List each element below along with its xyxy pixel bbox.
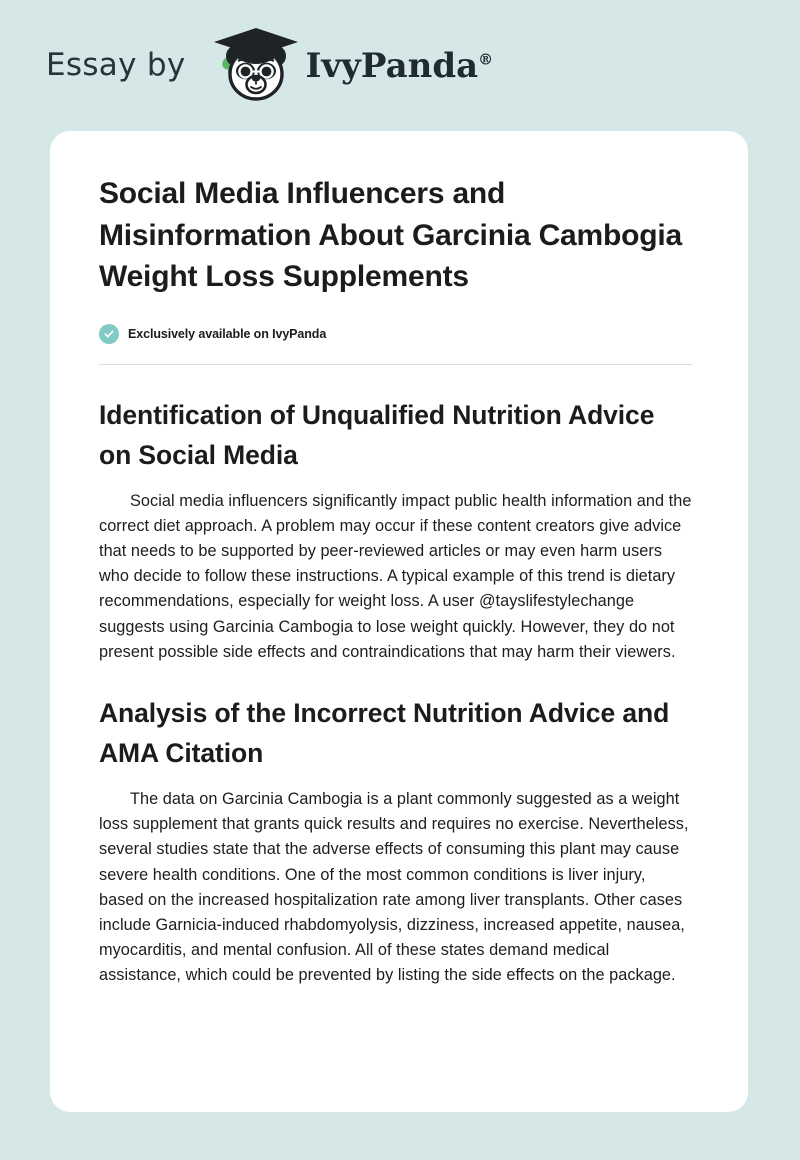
site-header (0, 0, 800, 131)
ivypanda-brand-lockup[interactable] (208, 26, 494, 106)
title-divider (99, 364, 692, 365)
exclusivity-badge-label: Exclusively available on IvyPanda (128, 326, 327, 341)
panda-graduate-logo-icon (208, 26, 304, 106)
page-title: Social Media Influencers and Misinformation About Garcinia Cambogia Weight Loss Supplements (99, 177, 682, 293)
exclusivity-badge (99, 324, 692, 344)
essay-card-content (74, 173, 720, 989)
essay-card (50, 131, 748, 1112)
essay-by-label: Essay by (46, 47, 186, 83)
section-paragraph-2: The data on Garcinia Cambogia is a plant commonly suggested as a weight loss supplement that grants quick results and requires no exercise. Nevertheless, several studies state that the adverse effects of consuming this plant may cause severe health conditions. One of the most common conditions is liver injury, based on the increased hospitalization rate among liver transplants. Other cases include Garnicia-induced rhabdomyolysis, dizziness, increased appetite, nausea, myocarditis, and mental confusion. All of these states demand medical assistance, which could be prevented by listing the side effects on the package. (99, 789, 689, 985)
section-heading-2: Analysis of the Incorrect Nutrition Advice and AMA Citation (99, 697, 670, 768)
section-paragraph-1: Social media influencers significantly impact public health information and the correct diet approach. A problem may occur if these content creators give advice that needs to be supported by peer-reviewed articles or may even harm users who decide to follow these instructions. A typical example of this trend is dietary recommendations, especially for weight loss. A user @tayslifestylechange suggests using Garcinia Cambogia to lose weight quickly. However, they do not present possible side effects and contraindications that may harm their viewers. (99, 491, 692, 661)
registered-trademark-icon: ® (478, 50, 494, 69)
brand-wordmark (305, 45, 494, 86)
check-circle-icon (99, 324, 119, 344)
section-heading-1: Identification of Unqualified Nutrition Advice on Social Media (99, 399, 655, 470)
brand-name-text: IvyPanda (305, 45, 479, 86)
